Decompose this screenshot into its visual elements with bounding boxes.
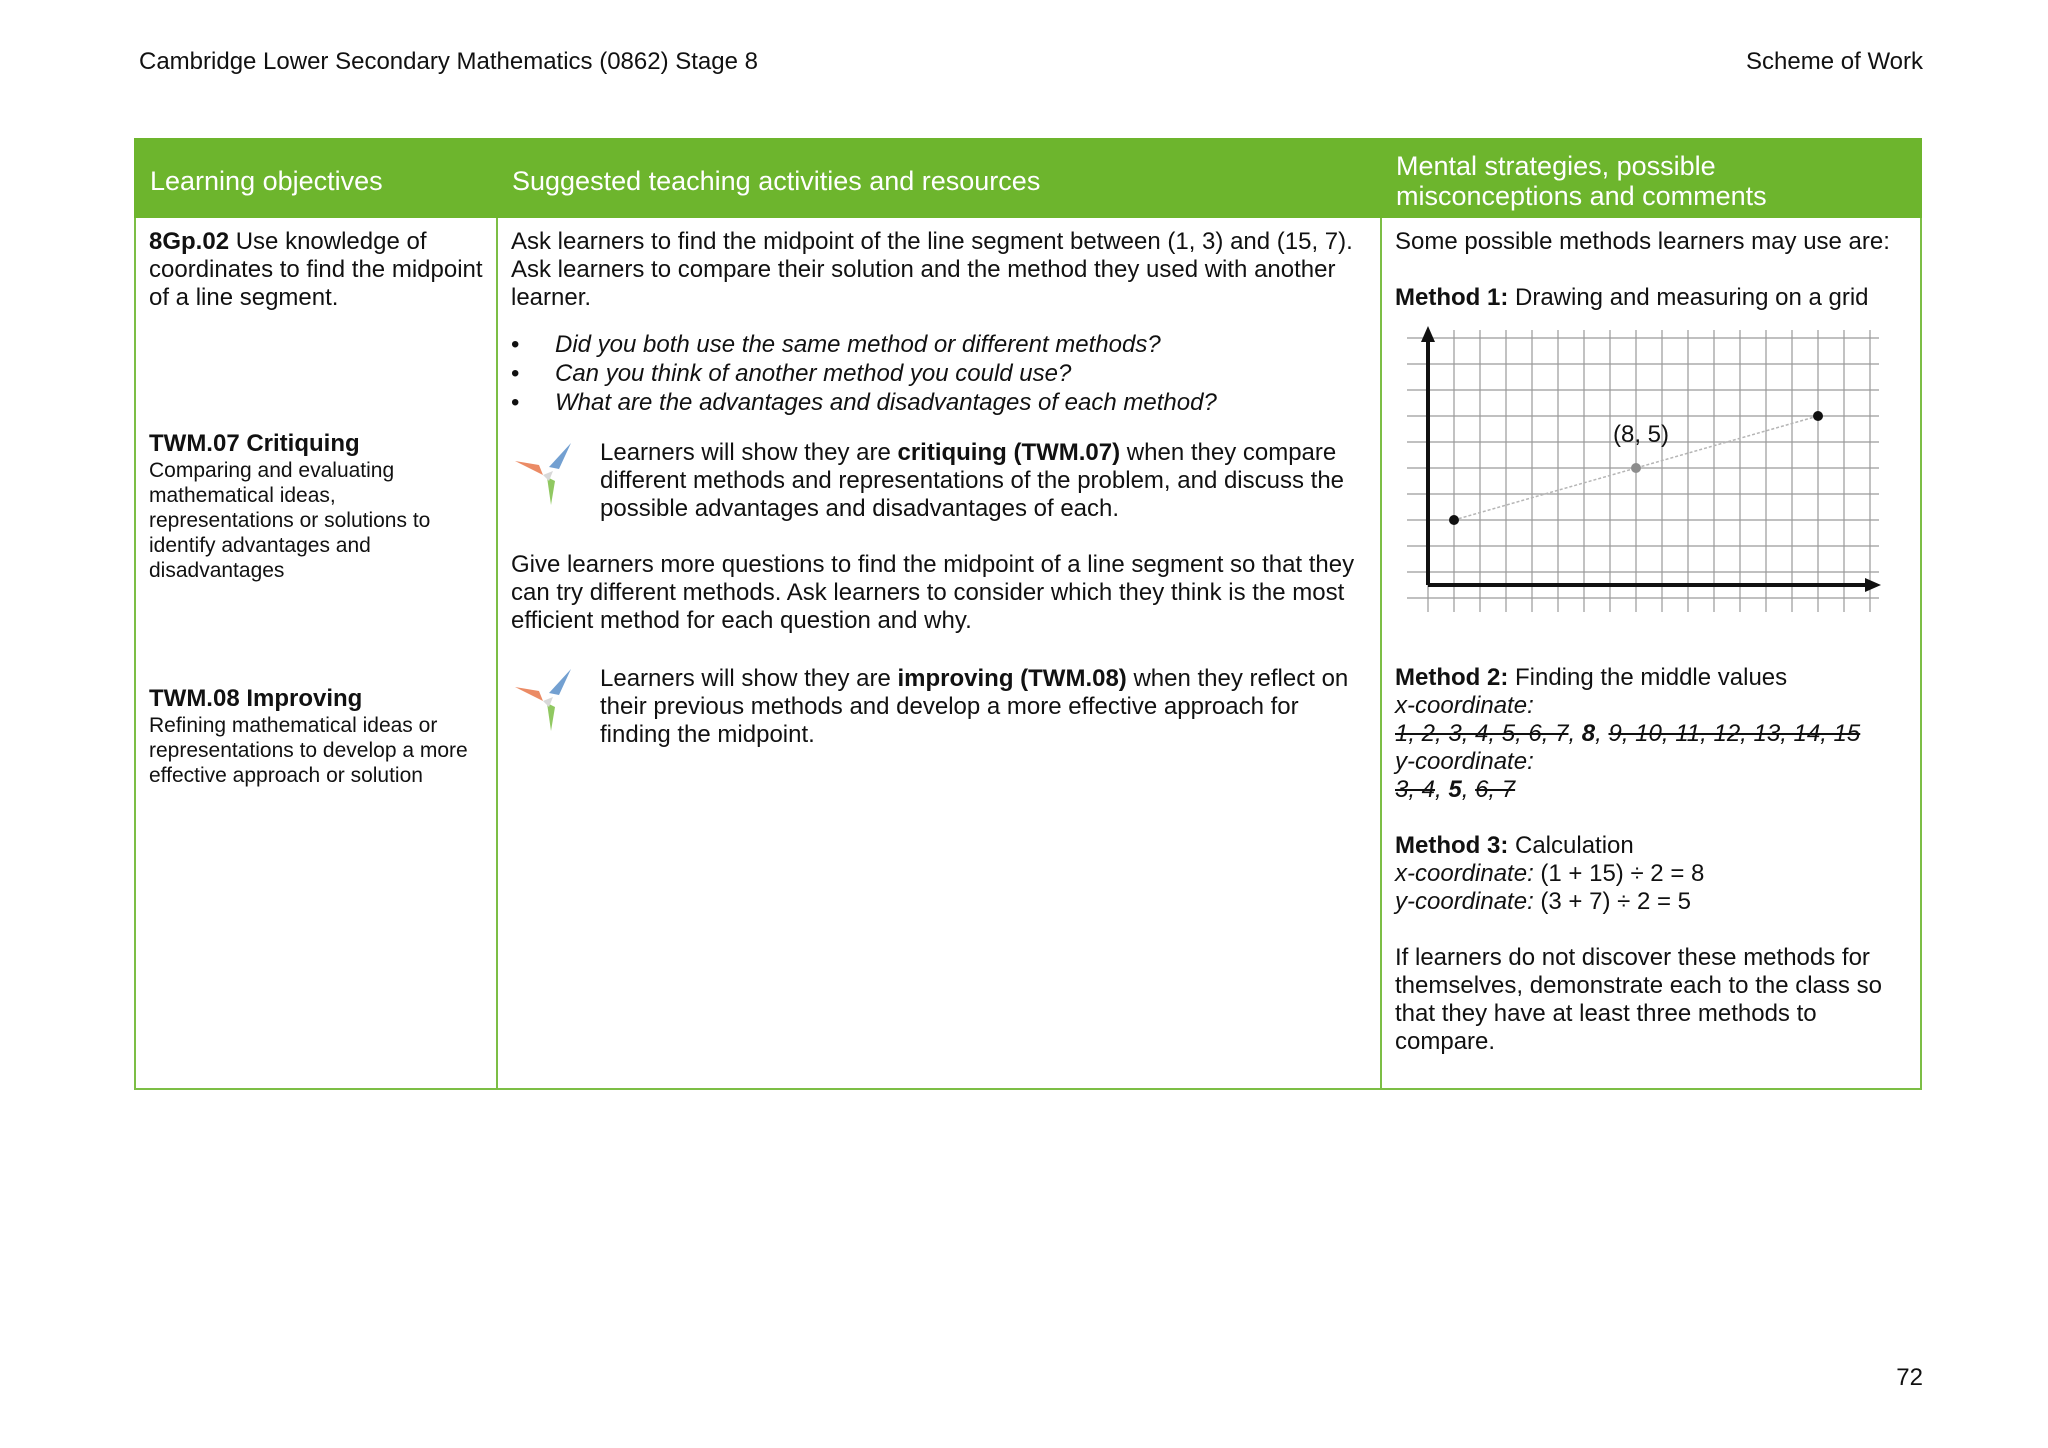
method-1 <box>1395 284 1908 312</box>
method-1-label: Method 1: <box>1395 284 1509 311</box>
activity-intro: Ask learners to find the midpoint of the line segment between (1, 3) and (15, 7). Ask learners to compare their solution and the method they used with another learner. <box>511 228 1353 311</box>
document-header-title: Cambridge Lower Secondary Mathematics (0862) Stage 8 <box>139 48 758 75</box>
y-values: 3, 4, 5, 6, 7 <box>1395 776 1516 803</box>
y-calculation-text: (3 + 7) ÷ 2 = 5 <box>1533 888 1692 915</box>
objective-text: Use knowledge of coordinates to find the midpoint of a line segment. <box>149 228 483 311</box>
method-1-text: Drawing and measuring on a grid <box>1508 284 1869 311</box>
method-3-label: Method 3: <box>1395 832 1509 859</box>
objective-code: 8Gp.02 <box>149 228 230 255</box>
header-teaching-activities: Suggested teaching activities and resources <box>497 139 1381 217</box>
x-calculation <box>1395 860 1908 888</box>
learning-objective <box>149 228 484 312</box>
scheme-of-work-table <box>134 138 1922 1090</box>
method-2-text: Finding the middle values <box>1508 664 1788 691</box>
callout-text: Learners will show they are <box>600 665 898 692</box>
callout-keyword: improving (TWM.08) <box>897 665 1127 692</box>
callout-text: when they compare different methods and representations of the problem, and discuss the possible advantages and disadvantages of each. <box>600 439 1345 522</box>
x-coordinate-label: x-coordinate: <box>1395 860 1534 887</box>
question-list <box>511 330 1368 417</box>
y-crossed-values: 3, 4 <box>1395 776 1436 803</box>
comments-cell <box>1381 217 1921 1089</box>
y-crossed-values: 6, 7 <box>1475 776 1516 803</box>
twm07-title: TWM.07 Critiquing <box>149 430 360 457</box>
midpoint-label: (8, 5) <box>1613 421 1670 448</box>
y-calculation <box>1395 888 1908 916</box>
header-learning-objectives: Learning objectives <box>135 139 497 217</box>
objectives-cell <box>135 217 497 1089</box>
thinking-mathematically-icon <box>513 441 575 507</box>
thinking-mathematically-icon <box>513 667 575 733</box>
callout-text: Learners will show they are <box>600 439 898 466</box>
method-3 <box>1395 832 1908 860</box>
callout-text: when they reflect on their previous methods and develop a more effective approach for finding the midpoint. <box>600 665 1349 748</box>
y-coordinate-label: y-coordinate: <box>1395 748 1534 775</box>
method-2 <box>1395 664 1908 692</box>
document-header-section: Scheme of Work <box>1746 48 1923 75</box>
callout-improving <box>511 665 1368 749</box>
list-item: • Can you think of another method you could use? <box>555 359 1368 388</box>
method-3-text: Calculation <box>1508 832 1634 859</box>
twm08-title: TWM.08 Improving <box>149 685 363 712</box>
x-crossed-values: 1, 2, 3, 4, 5, 6, 7 <box>1395 720 1569 747</box>
table-row <box>135 217 1921 1089</box>
coordinate-grid <box>1399 320 1889 620</box>
activity-more: Give learners more questions to find the midpoint of a line segment so that they can try different methods. Ask learners to consider which they think is the most efficient method for each question and why. <box>511 551 1355 634</box>
y-middle-value: 5 <box>1448 776 1462 803</box>
x-middle-value: 8 <box>1581 720 1596 747</box>
x-coordinate-label: x-coordinate: <box>1395 692 1534 719</box>
list-item: • Did you both use the same method or different methods? <box>555 330 1368 359</box>
coordinate-grid-figure <box>1399 320 1889 620</box>
callout-critiquing <box>511 439 1368 523</box>
page-number: 72 <box>1896 1364 1923 1391</box>
twm08-description: Refining mathematical ideas or representations to develop a more effective approach or solution <box>149 714 468 787</box>
twm07-description: Comparing and evaluating mathematical ideas, representations or solutions to identify advantages and disadvantages <box>149 459 431 582</box>
x-values: 1, 2, 3, 4, 5, 6, 7, 8, 9, 10, 11, 12, 13, 14, 15 <box>1395 720 1861 747</box>
x-crossed-values: 9, 10, 11, 12, 13, 14, 15 <box>1608 720 1861 747</box>
activities-cell <box>497 217 1381 1089</box>
comments-intro: Some possible methods learners may use are: <box>1395 228 1890 255</box>
list-item: • What are the advantages and disadvantages of each method? <box>555 388 1368 417</box>
table-header-row <box>135 139 1921 217</box>
x-calculation-text: (1 + 15) ÷ 2 = 8 <box>1533 860 1705 887</box>
y-coordinate-label: y-coordinate: <box>1395 888 1534 915</box>
method-2-label: Method 2: <box>1395 664 1509 691</box>
header-comments: Mental strategies, possible misconceptions and comments <box>1381 139 1921 217</box>
comments-closing: If learners do not discover these methods for themselves, demonstrate each to the class so that they have at least three methods to compare. <box>1395 944 1882 1055</box>
callout-keyword: critiquing (TWM.07) <box>897 439 1121 466</box>
